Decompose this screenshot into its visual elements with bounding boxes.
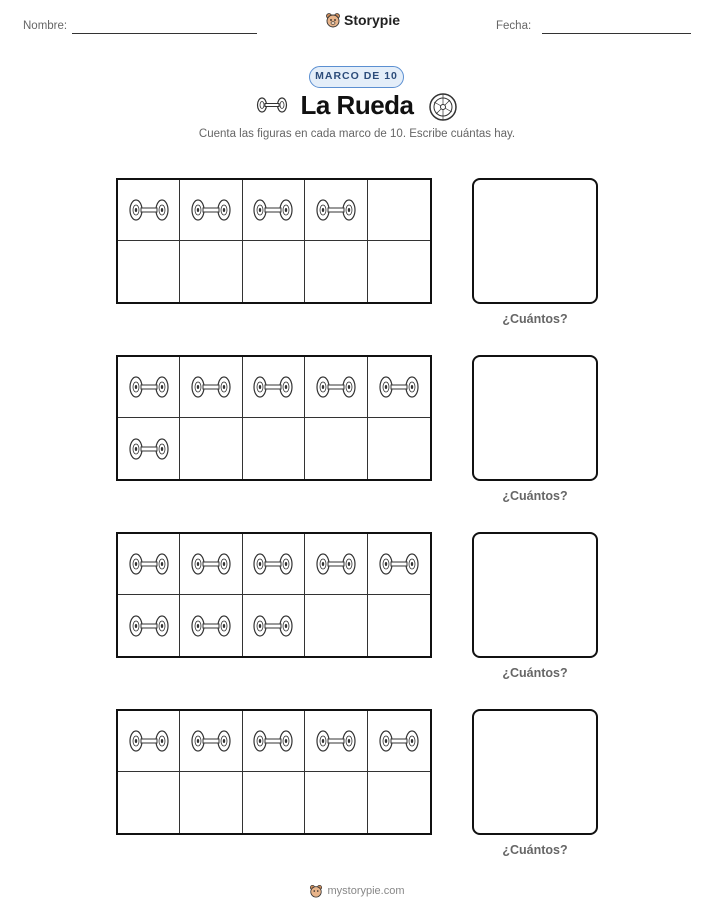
- axle-wheel-icon: [190, 374, 232, 400]
- axle-wheel-icon: [190, 728, 232, 754]
- ten-frame-cell: [180, 711, 242, 772]
- axle-wheel-icon: [378, 374, 420, 400]
- axle-wheel-icon: [190, 197, 232, 223]
- ten-frame-cell: [180, 241, 242, 302]
- ten-frame-cell: [305, 534, 367, 595]
- worksheet-badge: MARCO DE 10: [309, 66, 404, 88]
- ten-frame-cell: [180, 534, 242, 595]
- axle-wheel-icon: [252, 374, 294, 400]
- answer-prompt: ¿Cuántos?: [502, 843, 568, 857]
- axle-wheel-icon: [315, 374, 357, 400]
- axle-wheel-icon: [315, 728, 357, 754]
- ten-frame-cell: [243, 772, 305, 833]
- ten-frame-cell: [305, 241, 367, 302]
- ten-frame-cell: [305, 357, 367, 418]
- axle-wheel-icon: [252, 551, 294, 577]
- ten-frame-cell: [243, 534, 305, 595]
- ten-frame-cell: [180, 357, 242, 418]
- ten-frame-cell: [118, 772, 180, 833]
- page-title: La Rueda: [300, 90, 414, 120]
- ten-frame-cell: [180, 595, 242, 656]
- ten-frame-cell: [368, 534, 430, 595]
- ten-frame-cell: [368, 241, 430, 302]
- ten-frame-cell: [243, 357, 305, 418]
- ten-frame-cell: [368, 772, 430, 833]
- date-label: Fecha:: [496, 20, 532, 32]
- ten-frame-cell: [243, 595, 305, 656]
- ten-frame-cell: [243, 711, 305, 772]
- name-label: Nombre:: [23, 20, 68, 32]
- ten-frame: [116, 355, 432, 481]
- axle-wheel-icon: [315, 197, 357, 223]
- ten-frame-cell: [118, 241, 180, 302]
- ten-frame-cell: [368, 595, 430, 656]
- axle-wheel-icon: [252, 197, 294, 223]
- ten-frame-cell: [368, 357, 430, 418]
- instructions: Cuenta las figuras en cada marco de 10. Escribe cuántas hay.: [198, 128, 516, 140]
- answer-prompt: ¿Cuántos?: [502, 666, 568, 680]
- name-field[interactable]: [72, 33, 257, 34]
- axle-wheel-icon: [252, 613, 294, 639]
- ten-frame-cell: [118, 357, 180, 418]
- date-field[interactable]: [542, 33, 691, 34]
- axle-wheel-icon: [190, 613, 232, 639]
- ten-frame-cell: [368, 418, 430, 479]
- axle-wheel-icon: [128, 436, 170, 462]
- axle-wheel-icon: [252, 728, 294, 754]
- ten-frame: [116, 178, 432, 304]
- axle-wheel-icon: [128, 551, 170, 577]
- answer-box[interactable]: [472, 532, 598, 658]
- ten-frame-cell: [305, 595, 367, 656]
- axle-wheel-icon: [190, 551, 232, 577]
- answer-prompt: ¿Cuántos?: [502, 312, 568, 326]
- axle-wheel-icon: [378, 728, 420, 754]
- axle-wheel-icon: [128, 728, 170, 754]
- axle-wheel-icon: [378, 551, 420, 577]
- axle-wheel-icon: [128, 197, 170, 223]
- bear-mascot-icon: [309, 884, 323, 898]
- ten-frame-cell: [368, 180, 430, 241]
- axle-wheel-icon: [315, 551, 357, 577]
- answer-box[interactable]: [472, 355, 598, 481]
- axle-wheel-icon: [128, 374, 170, 400]
- brand-logo: [325, 12, 400, 28]
- ten-frame: [116, 532, 432, 658]
- ten-frame-cell: [180, 418, 242, 479]
- answer-box[interactable]: [472, 178, 598, 304]
- ten-frame-cell: [118, 534, 180, 595]
- axle-wheel-icon: [128, 613, 170, 639]
- bear-mascot-icon: [325, 12, 341, 28]
- ten-frame-cell: [305, 772, 367, 833]
- ten-frame-cell: [118, 180, 180, 241]
- ten-frame-cell: [305, 711, 367, 772]
- ten-frame-cell: [243, 418, 305, 479]
- ten-frame: [116, 709, 432, 835]
- brand-name: Storypie: [344, 12, 401, 28]
- ten-frame-cell: [118, 595, 180, 656]
- ten-frame-cell: [305, 418, 367, 479]
- ten-frame-cell: [243, 241, 305, 302]
- ten-frame-cell: [180, 772, 242, 833]
- ten-frame-cell: [243, 180, 305, 241]
- ten-frame-cell: [305, 180, 367, 241]
- wheel-icon: [428, 92, 458, 122]
- footer-url: mystorypie.com: [327, 885, 405, 897]
- ten-frame-cell: [180, 180, 242, 241]
- ten-frame-cell: [118, 418, 180, 479]
- footer: [0, 884, 714, 898]
- ten-frame-cell: [368, 711, 430, 772]
- ten-frame-cell: [118, 711, 180, 772]
- answer-box[interactable]: [472, 709, 598, 835]
- answer-prompt: ¿Cuántos?: [502, 489, 568, 503]
